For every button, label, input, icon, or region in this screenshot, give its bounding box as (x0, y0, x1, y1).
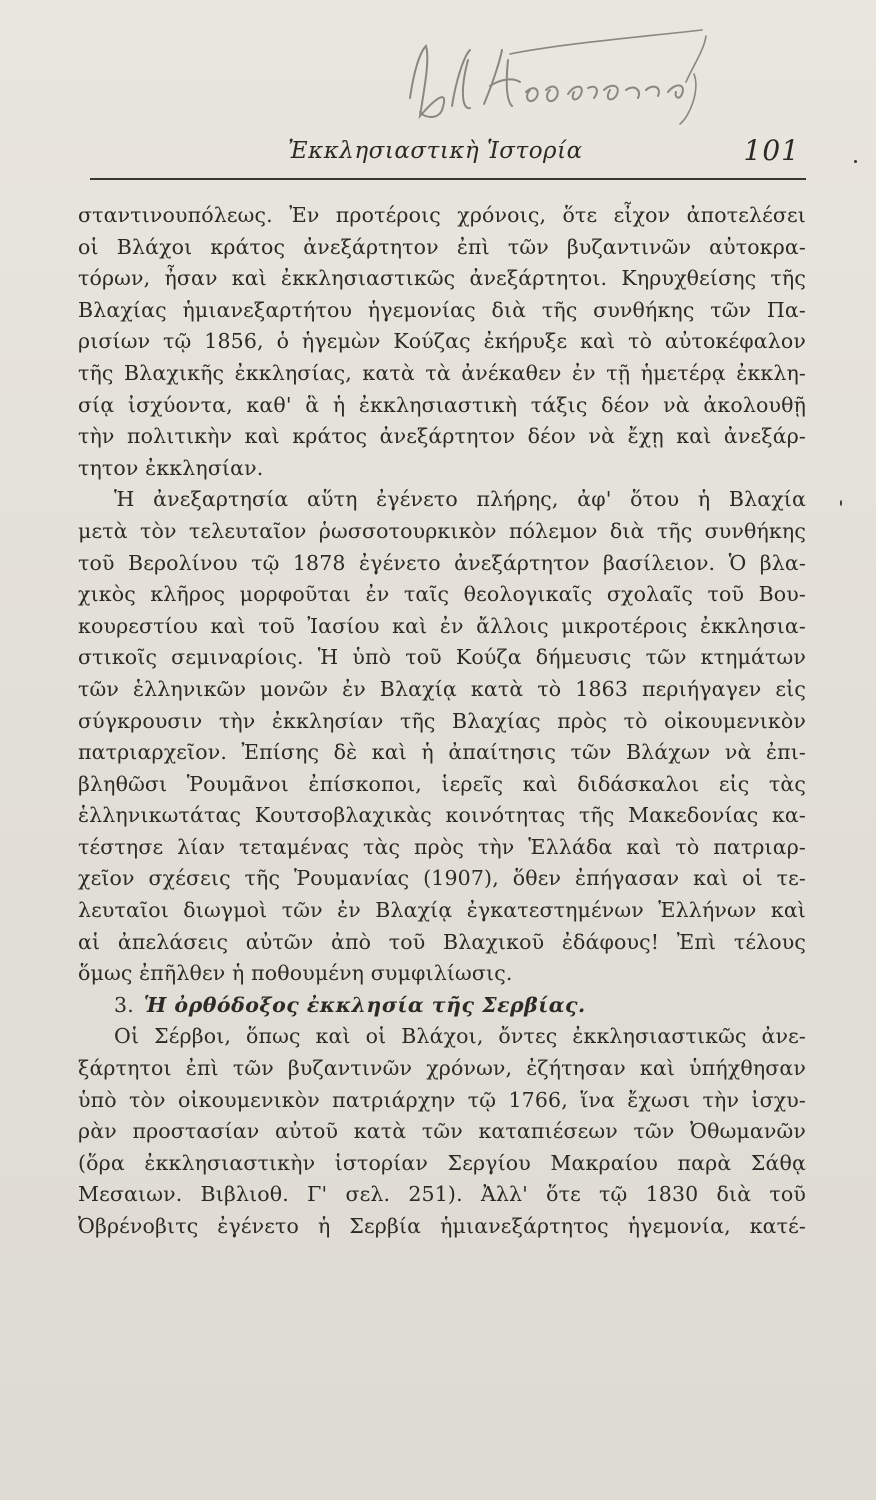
text-line: τῶν ἑλληνικῶν μονῶν ἐν Βλαχίᾳ κατὰ τὸ 1863 περιήγαγεν εἰς (78, 676, 806, 701)
text-line: Ἡ ἀνεξαρτησία αὕτη ἐγένετο πλήρης, ἀφ' ὅτου ἡ Βλαχία (114, 487, 806, 512)
section-number: 3. (114, 992, 134, 1017)
text-line: σταντινουπόλεως. Ἐν προτέροις χρόνοις, ὅτε εἶχον ἀποτελέσει (78, 203, 806, 227)
text-line: σύγκρουσιν τὴν ἐκκλησίαν τῆς Βλαχίας πρὸς τὸ οἰκουμενικὸν (78, 708, 806, 733)
section-title: Ἡ ὀρθόδοξος ἐκκλησία τῆς Σερβίας. (143, 992, 586, 1017)
text-line: σίᾳ ἰσχύοντα, καθ' ἃ ἡ ἐκκλησιαστικὴ τάξις δέον νὰ ἀκολουθῇ (78, 392, 806, 417)
text-line: τέστησε λίαν τεταμένας τὰς πρὸς τὴν Ἑλλάδα καὶ τὸ πατριαρ- (78, 834, 806, 859)
text-line: χικὸς κλῆρος μορφοῦται ἐν ταῖς θεολογικαῖς σχολαῖς τοῦ Βου- (78, 582, 806, 607)
text-line: ρὰν προστασίαν αὐτοῦ κατὰ τῶν καταπιέσεων τῶν Ὀθωμανῶν (78, 1119, 806, 1144)
text-line: (ὅρα ἐκκλησιαστικὴν ἱστορίαν Σεργίου Μακραίου παρὰ Σάθᾳ (78, 1150, 806, 1175)
text-line: Οἱ Σέρβοι, ὅπως καὶ οἱ Βλάχοι, ὄντες ἐκκλησιαστικῶς ἀνε- (114, 1024, 806, 1049)
text-line: Ὀβρένοβιτς ἐγένετο ἡ Σερβία ἡμιανεξάρτητος ἡγεμονία, κατέ- (78, 1214, 806, 1238)
text-line: αἱ ἀπελάσεις αὐτῶν ἀπὸ τοῦ Βλαχικοῦ ἐδάφους! Ἐπὶ τέλους (78, 929, 806, 954)
text-line: κουρεστίου καὶ τοῦ Ἰασίου καὶ ἐν ἄλλοις μικροτέροις ἐκκλησια- (78, 613, 806, 638)
text-line: οἱ Βλάχοι κράτος ἀνεξάρτητον ἐπὶ τῶν βυζαντινῶν αὐτοκρα- (78, 234, 806, 259)
text-line: στικοῖς σεμιναρίοις. Ἡ ὑπὸ τοῦ Κούζα δήμευσις τῶν κτημάτων (78, 645, 806, 670)
text-line: Βλαχίας ἡμιανεξαρτήτου ἡγεμονίας διὰ τῆς συνθήκης τῶν Πα- (78, 297, 806, 322)
text-line: τὴν πολιτικὴν καὶ κράτος ἀνεξάρτητον δέον νὰ ἔχῃ καὶ ἀνεξάρ- (78, 424, 806, 449)
page-number: 101 (743, 134, 800, 167)
text-line: Μεσαιων. Βιβλιοθ. Γ' σελ. 251). Ἀλλ' ὅτε τῷ 1830 διὰ τοῦ (78, 1182, 806, 1207)
handwritten-signature (390, 20, 730, 140)
text-line: ὅμως ἐπῆλθεν ἡ ποθουμένη συμφιλίωσις. (78, 961, 513, 986)
text-line: ὑπὸ τὸν οἰκουμενικὸν πατριάρχην τῷ 1766, ἵνα ἔχωσι τὴν ἰσχυ- (78, 1087, 806, 1112)
text-line: λευταῖοι διωγμοὶ τῶν ἐν Βλαχίᾳ ἐγκατεστημένων Ἑλλήνων καὶ (78, 898, 806, 923)
body-text (78, 200, 806, 1243)
text-line: βληθῶσι Ῥουμᾶνοι ἐπίσκοποι, ἱερεῖς καὶ διδάσκαλοι εἰς τὰς (78, 771, 806, 796)
text-line: μετὰ τὸν τελευταῖον ῥωσσοτουρκικὸν πόλεμον διὰ τῆς συνθήκης (78, 518, 806, 543)
text-line: τοῦ Βερολίνου τῷ 1878 ἐγένετο ἀνεξάρτητον βασίλειον. Ὁ βλα- (78, 550, 806, 575)
paper-speck (854, 160, 857, 163)
running-head (90, 134, 806, 174)
text-line: ρισίων τῷ 1856, ὁ ἡγεμὼν Κούζας ἐκήρυξε καὶ τὸ αὐτοκέφαλον (78, 329, 806, 354)
section-heading (78, 990, 806, 1022)
text-line: πατριαρχεῖον. Ἐπίσης δὲ καὶ ἡ ἀπαίτησις τῶν Βλάχων νὰ ἐπι- (78, 740, 806, 765)
header-rule (90, 178, 806, 180)
running-title: Ἐκκλησιαστικὴ Ἱστορία (288, 138, 583, 164)
text-line: τητον ἐκκλησίαν. (78, 455, 264, 480)
text-line: ἑλληνικωτάτας Κουτσοβλαχικὰς κοινότητας τῆς Μακεδονίας κα- (78, 803, 806, 828)
text-line: ξάρτητοι ἐπὶ τῶν βυζαντινῶν χρόνων, ἐζήτησαν καὶ ὑπήχθησαν (78, 1056, 806, 1081)
text-line: τόρων, ἦσαν καὶ ἐκκλησιαστικῶς ἀνεξάρτητοι. Κηρυχθείσης τῆς (78, 266, 806, 291)
text-line: χεῖον σχέσεις τῆς Ῥουμανίας (1907), ὅθεν ἐπήγασαν καὶ οἱ τε- (78, 866, 806, 891)
paper-speck (840, 500, 842, 506)
text-line: τῆς Βλαχικῆς ἐκκλησίας, κατὰ τὰ ἀνέκαθεν ἐν τῇ ἡμετέρᾳ ἐκκλη- (78, 360, 806, 385)
